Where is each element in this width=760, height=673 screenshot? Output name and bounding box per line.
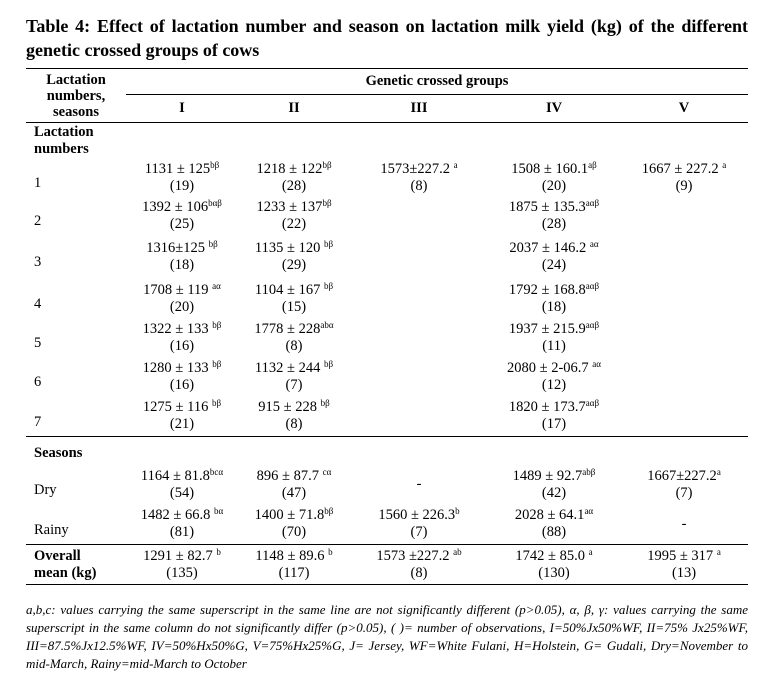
row-label: 2 [34, 213, 42, 229]
cell-value: - [416, 476, 422, 492]
data-cell [350, 279, 488, 319]
data-cell [488, 197, 620, 235]
data-cell [620, 235, 748, 279]
cell-superscript: cα [322, 466, 332, 477]
cell-superscript: bβ [212, 358, 222, 369]
cell-count: (18) [169, 256, 195, 273]
cell-superscript: bα [214, 506, 224, 517]
cell-value: 1400 ± 71.8 [254, 507, 325, 524]
row-label: Dry [34, 482, 57, 498]
cell-value: 2080 ± 2-06.7 [506, 359, 593, 376]
cell-value: 1708 ± 119 [143, 281, 213, 298]
section-label-seasons: Seasons [34, 445, 83, 462]
cell-value: 1742 ± 85.0 [515, 547, 589, 564]
table-row [26, 357, 748, 397]
cell-superscript: aα [592, 358, 601, 369]
cell-superscript: bαβ [208, 197, 222, 208]
cell-count: (22) [281, 215, 307, 232]
cell-superscript: aα [212, 280, 221, 291]
cell-count: (70) [281, 524, 307, 541]
cell-value: 1164 ± 81.8 [140, 467, 210, 484]
data-cell [350, 465, 488, 505]
data-cell [126, 319, 238, 357]
cell-superscript: abβ [582, 466, 596, 477]
cell-superscript: a [588, 546, 593, 557]
data-cell [126, 357, 238, 397]
table-row [26, 159, 748, 197]
cell-count: (13) [671, 564, 697, 581]
cell-superscript: bβ [210, 159, 220, 170]
cell-value: 1995 ± 317 [647, 547, 717, 564]
cell-value: 1778 ± 228 [254, 320, 321, 337]
section-label-lactation [26, 123, 748, 159]
cell-superscript: aαβ [585, 319, 600, 330]
cell-superscript: bβ [208, 238, 218, 249]
data-cell [350, 397, 488, 437]
cell-count: (16) [169, 337, 195, 354]
cell-value: 2037 ± 146.2 [509, 239, 590, 256]
cell-count: (12) [541, 376, 567, 393]
cell-superscript: abα [320, 319, 334, 330]
cell-superscript: bβ [211, 398, 222, 409]
cell-value: 1489 ± 92.7 [512, 467, 583, 484]
cell-superscript: bβ [322, 197, 332, 208]
row-label: 6 [34, 374, 42, 390]
cell-superscript: bβ [323, 358, 334, 369]
cell-value: 1322 ± 133 [142, 320, 213, 337]
table-row [26, 319, 748, 357]
cell-value: 1667±227.2 [647, 467, 717, 484]
cell-value: 1820 ± 173.7 [508, 399, 586, 416]
data-cell [488, 319, 620, 357]
data-cell [350, 197, 488, 235]
row-label: Rainy [34, 521, 69, 538]
cell-superscript: bβ [323, 238, 334, 249]
data-cell [238, 159, 350, 197]
milk-yield-table [26, 68, 748, 585]
cell-superscript: aβ [588, 159, 597, 170]
data-cell [488, 397, 620, 437]
row-label-line: Overall [34, 547, 81, 564]
cell-value: 1875 ± 135.3 [508, 198, 586, 215]
cell-count: (29) [281, 256, 307, 273]
data-cell [620, 159, 748, 197]
cell-value: 1937 ± 215.9 [508, 320, 586, 337]
data-cell [238, 357, 350, 397]
cell-count: (18) [541, 298, 567, 315]
data-cell [620, 465, 748, 505]
cell-count: (130) [538, 564, 570, 581]
data-cell [488, 357, 620, 397]
data-cell [238, 319, 350, 357]
data-cell [350, 545, 488, 585]
data-cell [620, 357, 748, 397]
cell-count: (25) [169, 215, 195, 232]
cell-count: (47) [281, 484, 307, 501]
data-cell [620, 545, 748, 585]
cell-value: 1280 ± 133 [142, 359, 213, 376]
table-row [26, 397, 748, 437]
section-label-line: Lactation [34, 124, 94, 140]
cell-superscript: bcα [209, 466, 224, 477]
cell-count: (135) [166, 564, 198, 581]
data-cell [488, 505, 620, 545]
data-cell [238, 197, 350, 235]
cell-count: (7) [410, 524, 428, 541]
data-cell [620, 279, 748, 319]
cell-value: 1667 ± 227.2 [641, 160, 723, 177]
cell-superscript: a [453, 159, 458, 170]
table-row [26, 197, 748, 235]
cell-count: (8) [410, 564, 428, 581]
cell-value: 1508 ± 160.1 [511, 160, 589, 177]
data-cell [620, 397, 748, 437]
cell-value: 2028 ± 64.1 [514, 507, 585, 524]
data-cell [238, 465, 350, 505]
row-label: 5 [34, 335, 42, 351]
group-col-header: III [410, 100, 428, 116]
cell-superscript: a [716, 466, 721, 477]
data-cell [350, 235, 488, 279]
group-col-header: V [678, 100, 690, 116]
data-cell [238, 279, 350, 319]
data-cell [350, 505, 488, 545]
data-cell [126, 159, 238, 197]
cell-superscript: aαβ [585, 197, 600, 208]
row-label [26, 545, 126, 585]
cell-count: (15) [281, 298, 307, 315]
cell-value: 1135 ± 120 [254, 239, 324, 256]
cell-count: (20) [169, 298, 195, 315]
cell-count: (17) [541, 416, 567, 433]
data-cell [620, 197, 748, 235]
row-label: 3 [34, 254, 42, 270]
overall-row [26, 545, 748, 585]
cell-superscript: aα [589, 238, 599, 249]
cell-superscript: bβ [320, 398, 330, 409]
table-row [26, 505, 748, 545]
cell-count: (8) [410, 177, 428, 194]
cell-count: (28) [281, 177, 307, 194]
cell-value: 1132 ± 244 [254, 359, 324, 376]
cell-value: 896 ± 87.7 [256, 467, 323, 484]
table-row [26, 235, 748, 279]
cell-count: (9) [675, 177, 693, 194]
data-cell [238, 235, 350, 279]
cell-superscript: aαβ [585, 280, 600, 291]
table-body [26, 123, 748, 585]
cell-count: (20) [541, 177, 567, 194]
data-cell [350, 159, 488, 197]
cell-value: 1148 ± 89.6 [255, 547, 329, 564]
cell-value: 1560 ± 226.3 [378, 507, 456, 524]
table-row [26, 279, 748, 319]
table-title: Table 4: Effect of lactation number and season on lactation milk yield (kg) of the different genetic crossed groups of cows [26, 16, 748, 60]
cell-count: (54) [169, 484, 195, 501]
data-cell [238, 545, 350, 585]
cell-superscript: a [716, 546, 721, 557]
cell-value: 1392 ± 106 [142, 198, 209, 215]
group-col-header: I [179, 100, 185, 116]
data-cell [488, 159, 620, 197]
data-cell [126, 235, 238, 279]
cell-value: 1275 ± 116 [142, 399, 212, 416]
cell-superscript: bβ [322, 159, 332, 170]
cell-superscript: bβ [212, 319, 222, 330]
data-cell [620, 319, 748, 357]
data-cell [126, 197, 238, 235]
cell-count: (8) [285, 337, 303, 354]
cell-value: 1233 ± 137 [256, 198, 323, 215]
cell-value: 1316±125 [146, 239, 209, 256]
row-label-line: mean (kg) [34, 564, 97, 581]
cell-superscript: bβ [323, 280, 334, 291]
data-cell [126, 279, 238, 319]
cell-value: 1218 ± 122 [256, 160, 323, 177]
stub-header [26, 69, 126, 123]
stub-header-line: numbers, [46, 88, 106, 104]
cell-value: 1573 ±227.2 [376, 547, 454, 564]
data-cell [126, 505, 238, 545]
data-cell [620, 505, 748, 545]
row-label: 4 [34, 296, 42, 312]
cell-superscript: b [216, 546, 221, 557]
row-label: 1 [34, 175, 42, 191]
cell-value: 1482 ± 66.8 [140, 507, 214, 524]
data-cell [488, 235, 620, 279]
cell-count: (28) [541, 215, 567, 232]
cell-value: - [681, 515, 687, 532]
cell-superscript: b [455, 506, 460, 517]
cell-count: (8) [285, 416, 303, 433]
cell-superscript: bβ [324, 506, 334, 517]
group-col-header: II [288, 100, 300, 116]
data-cell [126, 397, 238, 437]
cell-count: (11) [542, 337, 566, 354]
cell-count: (117) [278, 564, 310, 581]
section-label-line: numbers [34, 141, 89, 157]
data-cell [350, 357, 488, 397]
stub-header-line: seasons [53, 104, 99, 120]
cell-count: (7) [285, 376, 303, 393]
cell-value: 1104 ± 167 [254, 281, 324, 298]
cell-count: (19) [169, 177, 195, 194]
cell-count: (42) [541, 484, 567, 501]
data-cell [238, 505, 350, 545]
cell-superscript: b [328, 546, 333, 557]
data-cell [238, 397, 350, 437]
cell-count: (7) [675, 484, 693, 501]
table-row [26, 465, 748, 505]
data-cell [126, 465, 238, 505]
cell-value: 1131 ± 125 [144, 160, 211, 177]
data-cell [488, 465, 620, 505]
table-footnote: a,b,c: values carrying the same superscript in the same line are not significantly different (p>0.05), α, β, γ: values carrying the same superscript in the same column do not significantly differ (p>0.05), ( )= number of observations, I=50%Jx50%WF, II=75% Jx25%WF, III=87.5%Jx12.5%WF, IV=50%Hx50%G, V=75%Hx25%G, J= Jersey, WF=White Fulani, H=Holstein, G= Gudali, Dry=November to mid-March, Rainy=mid-March to October [26, 602, 748, 671]
cell-superscript: aαβ [585, 398, 600, 409]
group-header: Genetic crossed groups [126, 69, 748, 95]
cell-superscript: aα [584, 506, 594, 517]
cell-count: (16) [169, 376, 195, 393]
cell-value: 1792 ± 168.8 [508, 281, 586, 298]
data-cell [350, 319, 488, 357]
cell-count: (88) [541, 524, 567, 541]
cell-count: (81) [169, 524, 195, 541]
data-cell [488, 279, 620, 319]
cell-count: (21) [169, 416, 195, 433]
data-cell [126, 545, 238, 585]
cell-value: 1573±227.2 [380, 160, 454, 177]
row-label: 7 [34, 413, 42, 430]
data-cell [488, 545, 620, 585]
cell-superscript: a [722, 159, 727, 170]
cell-value: 1291 ± 82.7 [143, 547, 217, 564]
stub-header-line: Lactation [46, 72, 106, 88]
group-col-header: IV [545, 100, 563, 116]
cell-superscript: ab [453, 546, 462, 557]
cell-count: (24) [541, 256, 567, 273]
cell-value: 915 ± 228 [258, 399, 321, 416]
